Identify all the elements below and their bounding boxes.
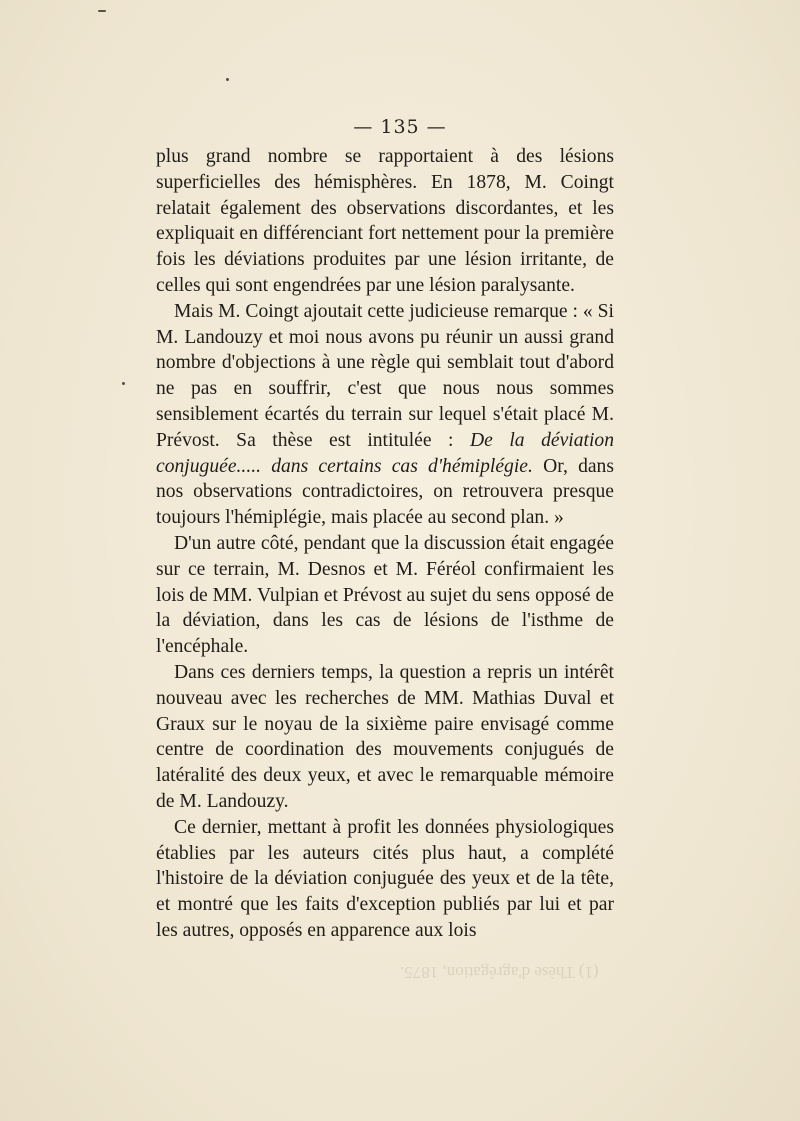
paragraph-2 bbox=[156, 299, 614, 531]
paragraph-2-text-end: Or, dans nos observations contradictoires, on retrouvera presque toujours l'hémiplégie, mais placée au second plan. » bbox=[156, 455, 614, 529]
page-number: — 135 — bbox=[353, 116, 447, 138]
paragraph-2-text-start: Mais M. Coingt ajoutait cette judicieuse remarque : « Si M. Landouzy et moi nous avons pu réunir un aussi grand nombre d'objections à une règle qui semblait tout d'abord ne pas en souffrir, c'est que nous nous sommes sensiblement écartés du terrain sur lequel s'était placé M. Prévost. Sa thèse est intitulée : bbox=[156, 300, 614, 451]
body-text bbox=[156, 144, 614, 944]
show-through-footnote: (1) Thèse d'agrégation, 1875. bbox=[400, 963, 599, 982]
ink-speck bbox=[122, 382, 125, 385]
paragraph-1: plus grand nombre se rapportaient à des lésions superficielles des hémisphères. En 1878, M. Coingt relatait également des observations discordantes, et les expliquait en différenciant fort nettement pour la première fois les déviations produites par une lésion irritante, de celles qui sont engendrées par une lésion paralysante. bbox=[156, 146, 614, 296]
paragraph-5: Ce dernier, mettant à profit les données physiologiques établies par les auteurs cités plus haut, a complété l'histoire de la déviation conjuguée des yeux et de la tête, et montré que les faits d'exception publiés par lui et par les autres, opposés en apparence aux lois bbox=[156, 816, 614, 941]
paragraph-4: Dans ces derniers temps, la question a repris un intérêt nouveau avec les recherches de MM. Mathias Duval et Graux sur le noyau de la sixième paire envisagé comme centre de coordination des mouvements conjugués de latéralité des deux yeux, et avec le remarquable mémoire de M. Landouzy. bbox=[156, 661, 614, 812]
paragraph-3: D'un autre côté, pendant que la discussion était engagée sur ce terrain, M. Desnos et M. Féréol confirmaient les lois de MM. Vulpian et Prévost au sujet du sens opposé de la déviation, dans les cas de lésions de l'isthme de l'encéphale. bbox=[156, 532, 614, 658]
thesis-title: De la déviation conjuguée..... dans certains cas d'hémiplégie. bbox=[156, 429, 614, 477]
ink-speck bbox=[98, 10, 106, 12]
ink-speck bbox=[226, 78, 229, 81]
